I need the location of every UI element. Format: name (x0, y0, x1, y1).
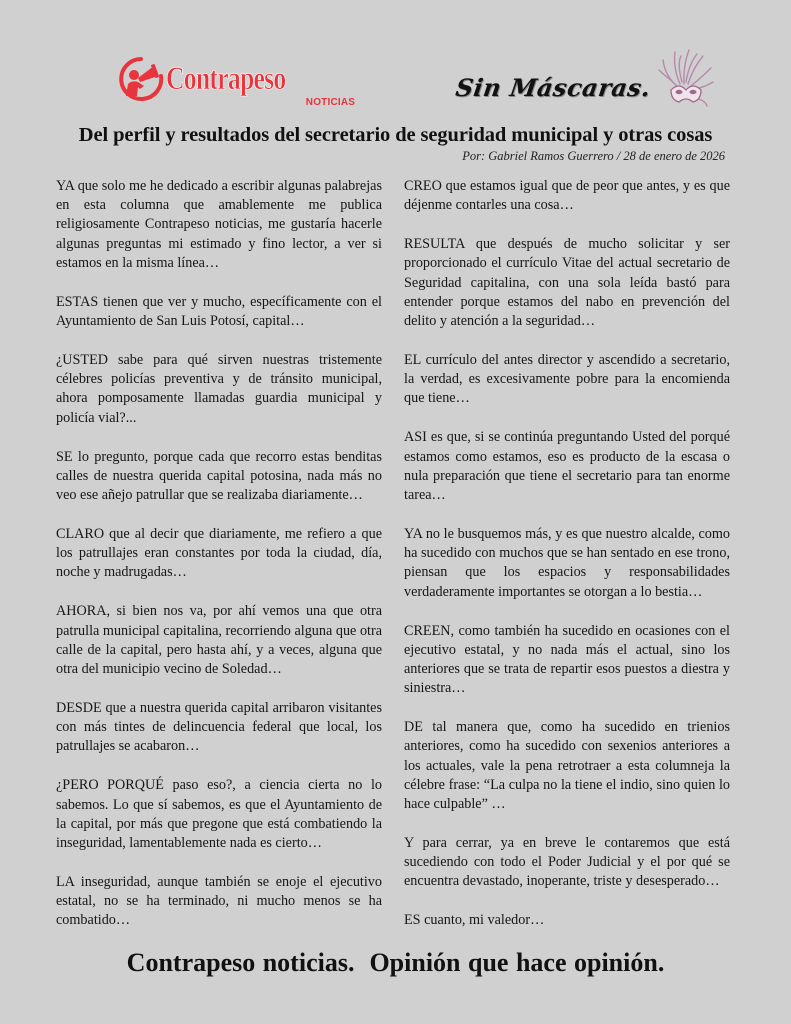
paragraph: DE tal manera que, como ha sucedido en trienios anteriores, como ha sucedido con sexenios anteriores a los actuales, vale la pena retrotraer a esta columneja la célebre frase: “La culpa no la tiene el indio, sino quien lo hace culpable” … (404, 719, 730, 813)
left-column (56, 177, 382, 950)
right-column (404, 177, 730, 950)
paragraph: Y para cerrar, ya en breve le contaremos que está sucediendo con todo el Poder Judicial y el por qué se encuentra devastado, inoperante, triste y desesperado… (404, 835, 730, 890)
paragraph: DESDE que a nuestra querida capital arribaron visitantes con más tintes de delincuencia federal que local, los patrullajes se acabaron… (56, 700, 382, 755)
paragraph: AHORA, si bien nos va, por ahí vemos una que otra patrulla municipal capitalina, recorriendo alguna que otra calle de la capital, pero hasta ahí, y a veces, alguna que otra del municipio vecino de Soledad… (56, 603, 382, 678)
paragraph: SE lo pregunto, porque cada que recorro estas benditas calles de nuestra querida capital potosina, nada más no veo ese añejo patrullar que se realizaba diariamente… (56, 448, 382, 504)
paragraph: ASI es que, si se continúa preguntando Usted del porqué estamos como estamos, eso es producto de la escasa o nula preparación que tiene el secretario para tan enorme tarea… (404, 429, 730, 504)
paragraph: CREO que estamos igual que de peor que antes, y es que déjenme contarles una cosa… (404, 178, 730, 214)
paragraph: YA que solo me he dedicado a escribir algunas palabrejas en esta columna que amablemente me publica religiosamente Contrapeso noticias, me gustaría hacerle algunas preguntas mi estimado y fino lector, a ver si estamos en la misma línea… (56, 178, 382, 271)
brand-subtitle: NOTICIAS (305, 97, 356, 108)
paragraph: CLARO que al decir que diariamente, me refiero a que los patrullajes eran constantes por toda la ciudad, día, noche y madrugadas… (56, 526, 382, 581)
section-name: Sin Máscaras. (453, 73, 653, 102)
section-logo (453, 46, 717, 108)
carnival-mask-icon (655, 46, 717, 108)
paragraph: ¿USTED sabe para qué sirven nuestras tristemente célebres policías preventiva y de tránsito municipal, ahora pomposamente llamadas guardia municipal y policía vial?... (56, 352, 382, 426)
paragraph: ES cuanto, mi valedor… (404, 912, 545, 929)
paragraph: RESULTA que después de mucho solicitar y ser proporcionado el currículo Vitae del actual secretario de Seguridad capitalina, con una sola leída bastó para entender porque estamos del nabo en prevención del delito y atención a la seguridad… (404, 236, 730, 330)
article-title: Del perfil y resultados del secretario de seguridad municipal y otras cosas (78, 124, 713, 146)
contrapeso-logo (118, 56, 356, 108)
paragraph: EL currículo del antes director y ascendido a secretario, la verdad, es excesivamente pobre para la encomienda que tiene… (404, 352, 730, 407)
paragraph: CREEN, como también ha sucedido en ocasiones con el ejecutivo estatal, y no nada más el actual, sino los anteriores que se trata de repartir esos puestos a diestra y siniestra… (404, 622, 730, 697)
paragraph: LA inseguridad, aunque también se enoje el ejecutivo estatal, no se ha terminado, ni mucho menos se ha combatido… (56, 874, 382, 929)
brand-name: Contrapeso (166, 61, 286, 97)
paragraph: YA no le busquemos más, y es que nuestro alcalde, como ha sucedido con muchos que se han sentado en ese trono, piensan que los espacios y responsabilidades verdaderamente importantes se otorgan a lo bestia… (404, 526, 730, 600)
paragraph: ESTAS tienen que ver y mucho, específicamente con el Ayuntamiento de San Luis Potosí, capital… (56, 293, 382, 330)
paragraph: ¿PERO PORQUÉ paso eso?, a ciencia cierta no lo sabemos. Lo que sí sabemos, es que el Ayuntamiento de la capital, por más que pregone que está combatiendo la inseguridad, lamentablemente nada es cierto… (56, 777, 382, 852)
megaphone-person-icon (118, 56, 164, 102)
article-byline: Por: Gabriel Ramos Guerrero / 28 de enero de 2026 (462, 149, 725, 163)
footer-slogan: Contrapeso noticias. Opinión que hace opinión. (126, 948, 665, 977)
